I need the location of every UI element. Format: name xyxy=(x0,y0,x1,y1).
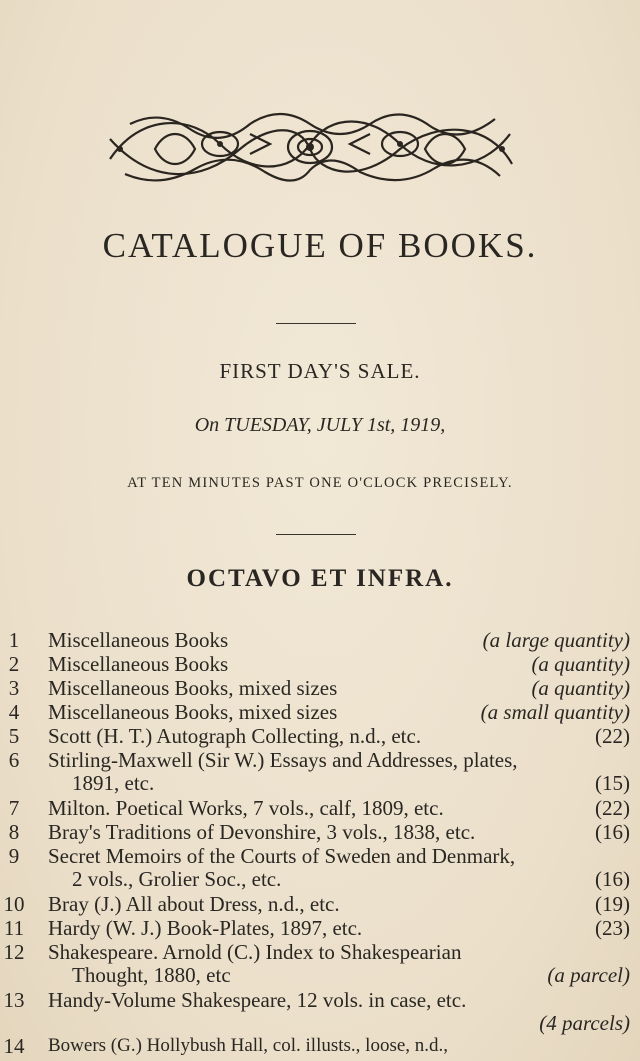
lot-quantity: (16) xyxy=(595,820,630,844)
lot-quantity: (22) xyxy=(595,796,630,820)
lot-number: 14 xyxy=(3,1034,25,1058)
sale-time: AT TEN MINUTES PAST ONE O'CLOCK PRECISELY. xyxy=(127,475,513,491)
lot-number: 10 xyxy=(3,892,25,916)
lot-description: Scott (H. T.) Autograph Collecting, n.d., etc. xyxy=(48,724,422,748)
lot-quantity: (22) xyxy=(595,724,630,748)
lot-quantity: (15) xyxy=(595,771,630,795)
lot-number: 6 xyxy=(8,748,20,772)
lot-description: Stirling-Maxwell (Sir W.) Essays and Addresses, plates, xyxy=(48,748,518,772)
sale-heading: FIRST DAY'S SALE. xyxy=(219,359,421,383)
lot-description: Miscellaneous Books, mixed sizes xyxy=(48,676,338,700)
lot-description: Miscellaneous Books xyxy=(48,652,229,676)
lot-number: 13 xyxy=(3,988,25,1012)
lot-description: Bray's Traditions of Devonshire, 3 vols., 1838, etc. xyxy=(48,820,476,844)
lot-quantity: (a parcel) xyxy=(547,963,630,987)
lot-quantity: (23) xyxy=(595,916,630,940)
lot-description: Miscellaneous Books xyxy=(48,628,229,652)
lot-description: Milton. Poetical Works, 7 vols., calf, 1809, etc. xyxy=(48,796,444,820)
lot-description: Secret Memoirs of the Courts of Sweden and Denmark, xyxy=(48,844,516,868)
lot-quantity: (16) xyxy=(595,867,630,891)
lot-quantity: (a small quantity) xyxy=(480,700,630,724)
lot-number: 12 xyxy=(3,940,25,964)
lot-number: 4 xyxy=(8,700,20,724)
section-heading: OCTAVO ET INFRA. xyxy=(186,565,454,592)
lot-number: 2 xyxy=(8,652,20,676)
lot-number: 5 xyxy=(8,724,20,748)
lot-description: Hardy (W. J.) Book-Plates, 1897, etc. xyxy=(48,916,363,940)
sale-date: On TUESDAY, JULY 1st, 1919, xyxy=(194,414,446,436)
lot-description: Shakespeare. Arnold (C.) Index to Shakespearian xyxy=(48,940,462,964)
lot-quantity: (a large quantity) xyxy=(482,628,630,652)
lot-quantity: (a quantity) xyxy=(531,676,630,700)
lot-number: 7 xyxy=(8,796,20,820)
lot-quantity: (4 parcels) xyxy=(539,1011,630,1035)
lot-quantity: (a quantity) xyxy=(531,652,630,676)
lot-description-continued: 1891, etc. xyxy=(72,771,155,795)
lot-description: Handy-Volume Shakespeare, 12 vols. in case, etc. xyxy=(48,988,467,1012)
lot-description: Bray (J.) All about Dress, n.d., etc. xyxy=(48,892,340,916)
lot-description: Bowers (G.) Hollybush Hall, col. illusts., loose, n.d., xyxy=(48,1035,449,1056)
lot-description-continued: Thought, 1880, etc xyxy=(72,963,231,987)
lot-number: 3 xyxy=(8,676,20,700)
lot-number: 9 xyxy=(8,844,20,868)
lot-number: 1 xyxy=(8,628,20,652)
lot-number: 8 xyxy=(8,820,20,844)
lot-description-continued: 2 vols., Grolier Soc., etc. xyxy=(72,867,282,891)
lot-number: 11 xyxy=(3,916,25,940)
lot-description: Miscellaneous Books, mixed sizes xyxy=(48,700,338,724)
lot-quantity: (19) xyxy=(595,892,630,916)
catalogue-title: CATALOGUE OF BOOKS. xyxy=(102,226,538,265)
